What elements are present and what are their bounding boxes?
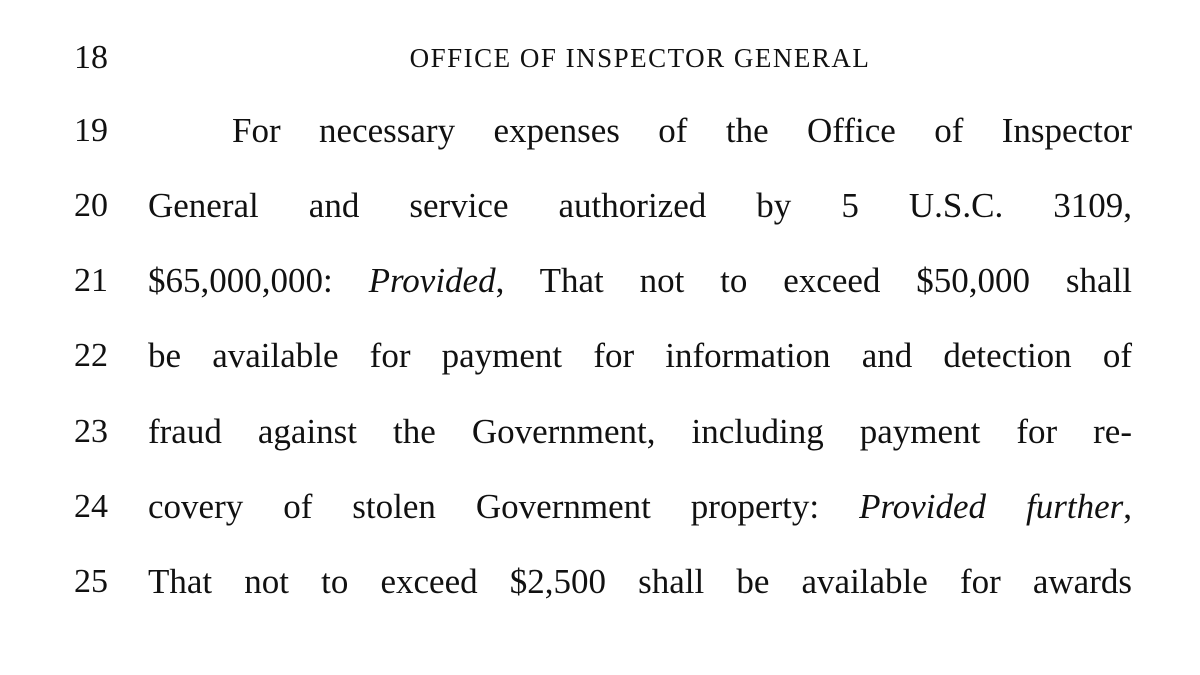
- line-number: 19: [74, 112, 108, 149]
- text-line: [0, 111, 1200, 171]
- section-heading: OFFICE OF INSPECTOR GENERAL: [409, 43, 871, 73]
- text-segment: fraud against the Government, including payment for re-: [148, 412, 1132, 451]
- text-line: [0, 562, 1200, 622]
- line-number: 24: [74, 488, 108, 525]
- line-text: [148, 186, 1132, 226]
- text-segment: covery of stolen Government property:: [148, 487, 860, 526]
- line-text: [148, 562, 1132, 602]
- line-number: 23: [74, 413, 108, 450]
- text-segment: General and service authorized by 5 U.S.C. 3109,: [148, 186, 1132, 225]
- text-segment: ,: [1123, 487, 1132, 526]
- text-line: [0, 412, 1200, 472]
- line-text: [232, 111, 1132, 151]
- text-segment: $65,000,000:: [148, 261, 369, 300]
- text-segment: For necessary expenses of the Office of Inspector: [232, 111, 1132, 150]
- text-line: [0, 336, 1200, 396]
- line-text: [148, 261, 1132, 301]
- line-text: [148, 412, 1132, 452]
- line-number: 20: [74, 187, 108, 224]
- italic-segment: Provided: [368, 261, 496, 300]
- italic-segment: Provided further: [859, 487, 1124, 526]
- line-text: [148, 336, 1132, 376]
- line-number: 25: [74, 563, 108, 600]
- line-text: [148, 487, 1132, 527]
- text-segment: , That not to exceed $50,000 shall: [495, 261, 1132, 300]
- text-segment: That not to exceed $2,500 shall be available for awards: [148, 562, 1132, 601]
- line-number: 21: [74, 262, 108, 299]
- line-number: 22: [74, 337, 108, 374]
- line-number: 18: [74, 39, 108, 76]
- text-line: [0, 261, 1200, 321]
- text-segment: be available for payment for information and detection of: [148, 336, 1132, 375]
- text-line: [0, 487, 1200, 547]
- text-line: [0, 186, 1200, 246]
- heading-line: [0, 38, 1200, 98]
